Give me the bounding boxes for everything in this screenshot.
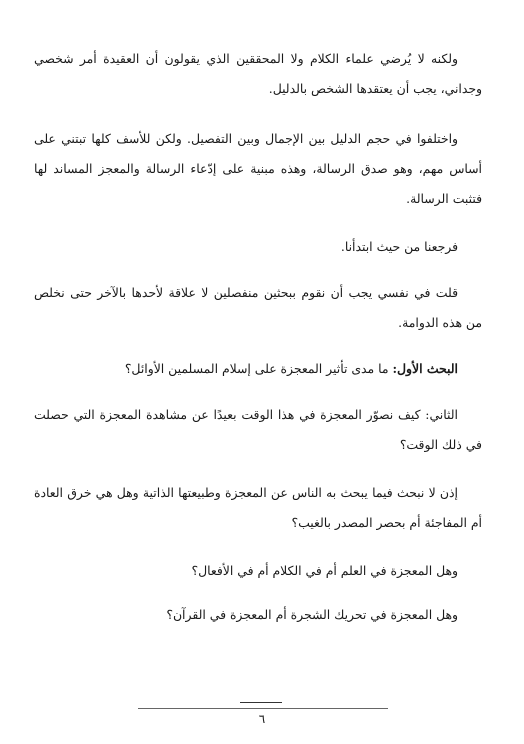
paragraph-3	[34, 232, 482, 262]
paragraph-2-line-1: واختلفوا في حجم الدليل بين الإجمال وبين التفصيل. ولكن للأسف كلها تبتني على	[34, 131, 458, 146]
first-study-heading: البحث الأول:	[392, 361, 458, 376]
paragraph-7-line-1: إذن لا نبحث فيما يبحث به الناس عن المعجزة وطبيعتها الذاتية وهل هي خرق	[67, 485, 458, 500]
paragraph-7	[34, 478, 482, 538]
paragraph-8-line-1: وهل المعجزة في العلم أم في الكلام أم في الأفعال؟	[191, 563, 458, 578]
paragraph-4	[34, 278, 482, 338]
paragraph-5-line-1: ما مدى تأثير المعجزة على إسلام المسلمين الأوائل؟	[124, 361, 393, 376]
paragraph-2-line-3: الرسالة.	[406, 191, 449, 206]
footer-long-rule	[138, 708, 388, 709]
paragraph-3-line-1: فرجعنا من حيث ابتدأنا.	[340, 239, 458, 254]
paragraph-7-line-2: العادة أم المفاجئة أم بحصر المصدر بالغيب؟	[34, 485, 482, 530]
paragraph-6-line-2: ذلك الوقت؟	[399, 437, 462, 452]
paragraph-5	[34, 354, 482, 384]
paragraph-6	[34, 400, 482, 460]
paragraph-8	[34, 556, 482, 586]
paragraph-9	[34, 600, 482, 630]
paragraph-6-line-1: الثاني: كيف نصوّر المعجزة في هذا الوقت بعيدًا عن مشاهدة المعجزة التي حصلت في	[34, 407, 482, 452]
paragraph-1-line-2: وجداني، يجب أن يعتقدها الشخص بالدليل.	[268, 81, 482, 96]
footer-short-rule	[240, 702, 282, 703]
page-number: ٦	[258, 712, 266, 726]
paragraph-9-line-1: وهل المعجزة في تحريك الشجرة أم المعجزة في القرآن؟	[166, 607, 458, 622]
paragraph-4-line-1: قلت في نفسي يجب أن نقوم ببحثين منفصلين لا علاقة لأحدها بالآخر حتى نخلص	[34, 285, 458, 300]
paragraph-2	[34, 124, 482, 214]
paragraph-2-line-2: أساس مهم، وهو صدق الرسالة، وهذه مبنية على إدّعاء الرسالة والمعجز المساند لها فتثبت	[34, 161, 482, 206]
paragraph-1	[34, 44, 482, 104]
paragraph-1-line-1: ولكنه لا يُرضي علماء الكلام ولا المحققين الذي يقولون أن العقيدة أمر شخصي	[34, 51, 458, 66]
paragraph-4-line-2: من هذه الدوامة.	[398, 315, 482, 330]
